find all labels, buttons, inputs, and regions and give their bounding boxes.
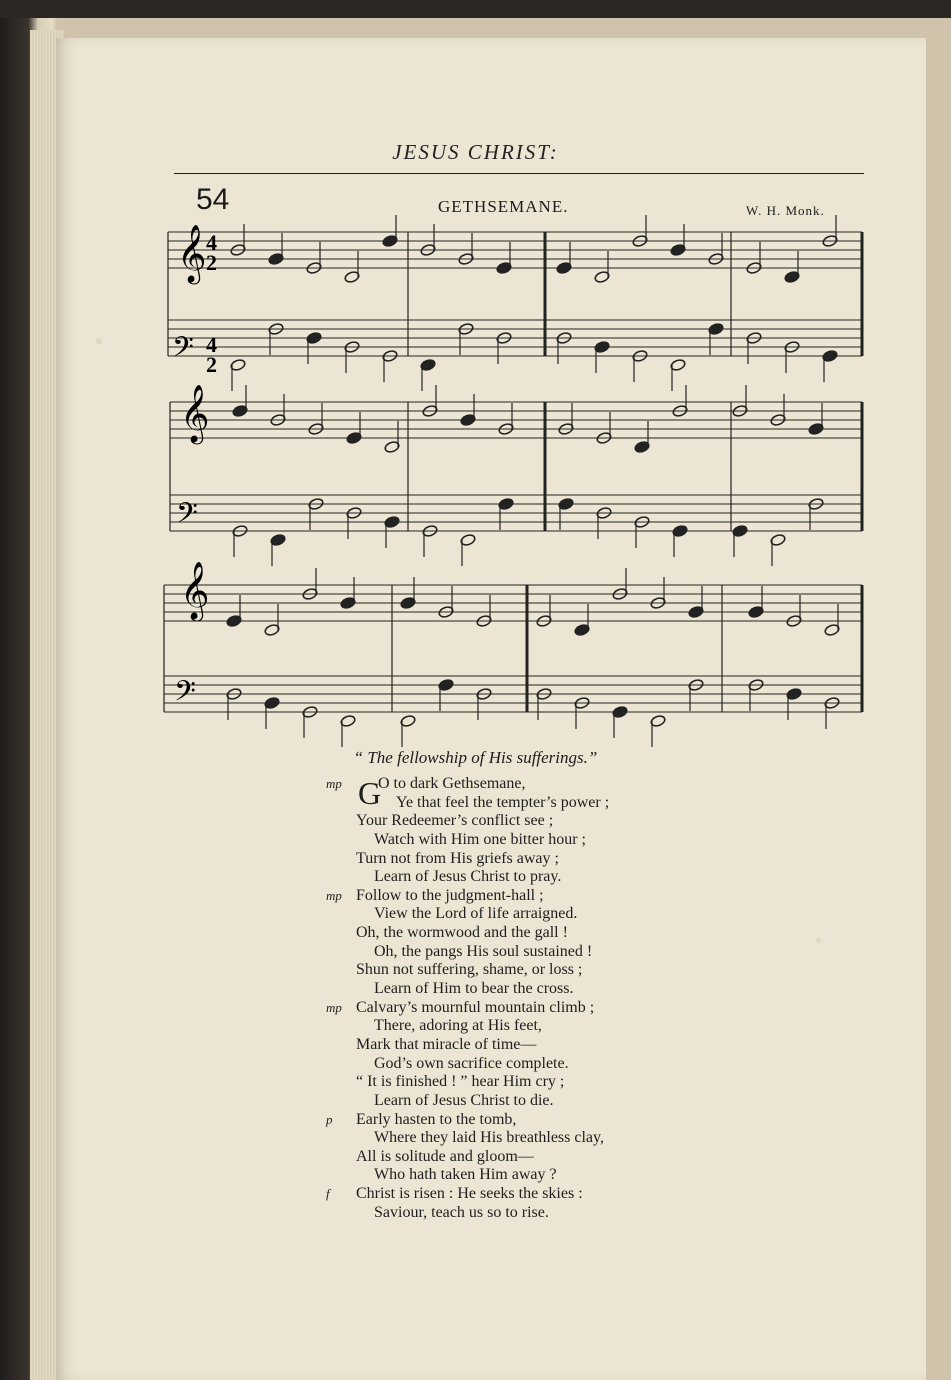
verse-line: mp Calvary’s mournful mountain climb ;: [326, 998, 595, 1016]
verse-line: Learn of Jesus Christ to die.: [374, 1091, 554, 1109]
time-sig-bottom: 2: [206, 352, 217, 377]
bass-clef-icon: 𝄢: [172, 331, 194, 371]
time-sig-top: 4: [206, 332, 217, 357]
dynamic-marking: mp: [326, 999, 342, 1015]
epigraph: “ The fellowship of His sufferings.”: [353, 748, 598, 767]
verse-line: There, adoring at His feet,: [374, 1017, 542, 1035]
note-heads: [226, 215, 840, 747]
verse-line: View the Lord of life arraigned.: [374, 905, 578, 923]
verse-line: p Early hasten to the tomb,: [326, 1110, 517, 1128]
staff-lines: [164, 232, 862, 712]
hymn-verses: [326, 775, 610, 1222]
verse-line: All is solitude and gloom—: [356, 1147, 534, 1165]
verse-line: Mark that miracle of time—: [356, 1035, 537, 1053]
verse-line: Oh, the pangs His soul sustained !: [374, 942, 593, 960]
treble-clef-icon: 𝄞: [177, 224, 207, 282]
dynamic-marking: mp: [326, 776, 342, 791]
tune-name: GETHSEMANE.: [438, 197, 569, 216]
treble-clef-icon: 𝄞: [180, 561, 210, 619]
verse-line: Learn of Jesus Christ to pray.: [374, 868, 562, 886]
time-sig-top: 4: [206, 230, 217, 255]
verse-line: Saviour, teach us so to rise.: [374, 1203, 549, 1221]
verse-line: “ It is finished ! ” hear Him cry ;: [356, 1073, 565, 1091]
dynamic-marking: mp: [326, 887, 342, 903]
dynamic-marking: f: [326, 1186, 330, 1202]
treble-clef-icon: 𝄞: [180, 384, 210, 442]
verse-line: Ye that feel the tempter’s power ;: [396, 793, 610, 811]
dynamic-marking: p: [326, 1111, 333, 1127]
verse-line: Turn not from His griefs away ;: [356, 849, 559, 867]
verse-line: God’s own sacrifice complete.: [374, 1054, 569, 1072]
hymn-number: 54: [196, 183, 230, 216]
verse-line: Shun not suffering, shame, or loss ;: [356, 961, 583, 979]
bass-clef-icon: 𝄢: [176, 497, 198, 537]
bass-clef-icon: 𝄢: [174, 675, 196, 715]
verse-line: mp Follow to the judgment-hall ;: [326, 886, 544, 904]
verse-line: f Christ is risen : He seeks the skies :: [326, 1185, 583, 1203]
composer-name: W. H. Monk.: [746, 203, 825, 218]
time-sig-bottom: 2: [206, 250, 217, 275]
drop-cap: G: [358, 775, 382, 811]
verse-line: Learn of Him to bear the cross.: [374, 980, 574, 998]
verse-line: Watch with Him one bitter hour ;: [374, 830, 586, 848]
verse-line: Your Redeemer’s conflict see ;: [356, 812, 554, 830]
running-head: JESUS CHRIST:: [392, 140, 559, 164]
verse-line: Where they laid His breathless clay,: [374, 1129, 604, 1147]
verse-text: O to dark Gethsemane,: [378, 775, 526, 792]
verse-line: Who hath taken Him away ?: [374, 1166, 557, 1184]
verse-line: Oh, the wormwood and the gall !: [356, 924, 568, 942]
